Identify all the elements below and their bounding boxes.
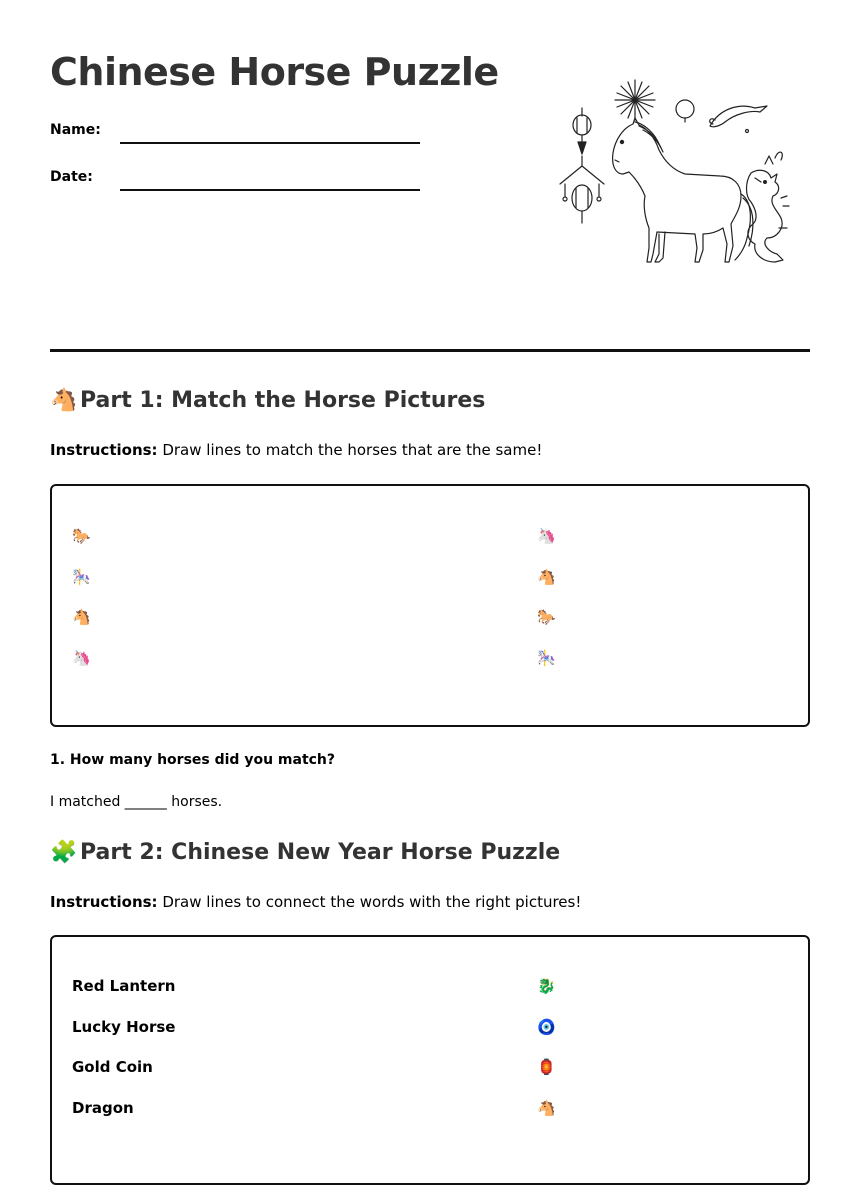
worksheet-page: [50, 0, 810, 1117]
page-title: Chinese Horse Puzzle: [50, 50, 499, 94]
date-write-line[interactable]: [120, 189, 420, 191]
hanging-lantern-icon: [560, 156, 604, 223]
moon-icon: [676, 100, 694, 118]
right-item-racehorse-icon[interactable]: 🐎: [537, 608, 556, 626]
left-item-carousel-horse-icon[interactable]: 🎠: [72, 568, 91, 586]
word-picture-matching-box: [50, 935, 810, 1185]
right-item-horse-face-icon[interactable]: 🐴: [537, 568, 556, 586]
part1-answer-line[interactable]: I matched ______ horses.: [50, 794, 223, 810]
horse-icon: [613, 118, 753, 262]
firework-icon: [615, 80, 655, 120]
part1-instructions: [50, 441, 542, 459]
lantern-icon: [573, 108, 591, 154]
puzzle-piece-icon: 🧩: [50, 840, 78, 865]
name-label: Name:: [50, 122, 101, 138]
right-item-carousel-horse-icon[interactable]: 🎠: [537, 649, 556, 667]
picture-coin-amulet-icon[interactable]: 🧿: [537, 1018, 556, 1036]
horse-lantern-dragon-illustration: [555, 78, 790, 273]
worksheet-header: [50, 0, 810, 352]
word-dragon[interactable]: Dragon: [72, 1099, 134, 1117]
dragon-icon: [747, 152, 790, 262]
word-red-lantern[interactable]: Red Lantern: [72, 977, 176, 995]
part2-instructions-label: Instructions:: [50, 893, 158, 911]
part1-instructions-text: Draw lines to match the horses that are the same!: [157, 441, 543, 459]
name-field: [50, 122, 430, 152]
part1-heading-text: Part 1: Match the Horse Pictures: [80, 388, 486, 413]
picture-red-lantern-icon[interactable]: 🏮: [537, 1058, 556, 1076]
right-item-unicorn-icon[interactable]: 🦄: [537, 527, 556, 545]
cloud-icon: [710, 106, 767, 127]
date-field: [50, 169, 430, 199]
name-write-line[interactable]: [120, 142, 420, 144]
left-item-horse-face-icon[interactable]: 🐴: [72, 608, 91, 626]
word-gold-coin[interactable]: Gold Coin: [72, 1058, 153, 1076]
part2-instructions: [50, 893, 581, 911]
part2-heading: [50, 840, 560, 865]
picture-horse-face-icon[interactable]: 🐴: [537, 1099, 556, 1117]
horse-face-icon: 🐴: [50, 388, 78, 413]
word-lucky-horse[interactable]: Lucky Horse: [72, 1018, 176, 1036]
left-item-unicorn-icon[interactable]: 🦄: [72, 649, 91, 667]
part1-instructions-label: Instructions:: [50, 441, 158, 459]
date-label: Date:: [50, 169, 93, 185]
part2-instructions-text: Draw lines to connect the words with the right pictures!: [157, 893, 582, 911]
part2-heading-text: Part 2: Chinese New Year Horse Puzzle: [80, 840, 561, 865]
horse-matching-box: [50, 484, 810, 727]
picture-dragon-icon[interactable]: 🐉: [537, 977, 556, 995]
part1-question: 1. How many horses did you match?: [50, 752, 336, 768]
left-item-racehorse-icon[interactable]: 🐎: [72, 527, 91, 545]
part1-heading: [50, 388, 485, 413]
